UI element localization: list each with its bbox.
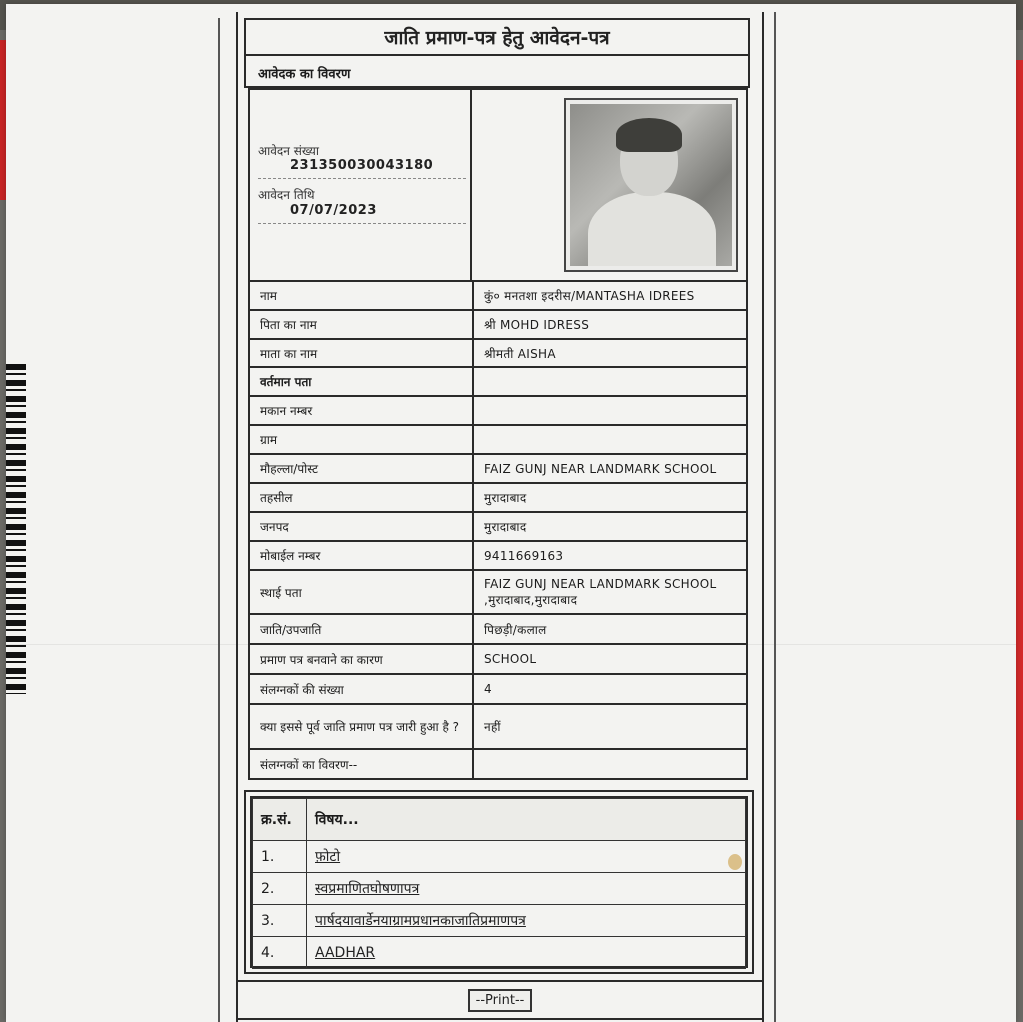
detail-label: मोबाईल नम्बर: [250, 542, 474, 569]
detail-label: प्रमाण पत्र बनवाने का कारण: [250, 645, 474, 673]
attachments-header-row: [253, 799, 746, 841]
detail-value: मुरादाबाद: [484, 520, 527, 534]
detail-value: पिछड़ी/कलाल: [484, 622, 547, 637]
detail-value: [474, 426, 746, 453]
detail-row: [248, 571, 748, 615]
detail-value: 9411669163: [484, 548, 564, 563]
attachment-serial: 2.: [253, 873, 307, 905]
applicant-photo: [564, 98, 738, 272]
attachment-row: [253, 937, 746, 969]
detail-label: संलग्नकों का विवरण--: [250, 750, 474, 778]
application-number-label: आवेदन संख्या: [258, 144, 319, 158]
detail-value: FAIZ GUNJ NEAR LANDMARK SCHOOL ,मुरादाबाद,मुरादाबाद: [484, 576, 717, 607]
attachment-serial: 4.: [253, 937, 307, 969]
detail-row: [248, 455, 748, 484]
application-date-label: आवेदन तिथि: [258, 188, 315, 202]
divider: [258, 178, 466, 179]
detail-label: क्या इससे पूर्व जाति प्रमाण पत्र जारी हुआ है ?: [250, 705, 474, 748]
header-serial: क्र.सं.: [253, 799, 307, 841]
detail-label: स्थाई पता: [250, 571, 474, 613]
attachment-link[interactable]: पार्षदयावार्डेनयाग्रामप्रधानकाजातिप्रमाणपत्र: [315, 913, 526, 929]
paper-stain: [728, 854, 742, 870]
detail-row: [248, 397, 748, 426]
detail-row: [248, 675, 748, 705]
application-number-value: 231350030043180: [290, 158, 434, 173]
attachment-link[interactable]: AADHAR: [315, 944, 376, 961]
detail-label: पिता का नाम: [250, 311, 474, 338]
photo-hair-shape: [616, 118, 682, 152]
print-button[interactable]: --Print--: [468, 989, 533, 1012]
outer-border-left: [218, 18, 220, 1022]
detail-row: [248, 615, 748, 645]
attachment-serial: 1.: [253, 841, 307, 873]
detail-label: मौहल्ला/पोस्ट: [250, 455, 474, 482]
detail-row: [248, 513, 748, 542]
detail-value: [474, 750, 746, 778]
detail-value: श्री MOHD IDRESS: [484, 318, 590, 332]
attachment-row: [253, 873, 746, 905]
attachments-box: [244, 790, 754, 974]
detail-row: [248, 311, 748, 340]
detail-label: नाम: [250, 282, 474, 309]
detail-value: कुं० मनतशा इदरीस/MANTASHA IDREES: [484, 289, 695, 303]
detail-row: [248, 750, 748, 780]
detail-row: [248, 426, 748, 455]
detail-value: 4: [484, 682, 492, 696]
detail-label: तहसील: [250, 484, 474, 511]
attachments-inner-box: [250, 796, 748, 968]
detail-row: [248, 645, 748, 675]
detail-label: जनपद: [250, 513, 474, 540]
photo-image: [570, 104, 732, 266]
section-heading: आवेदक का विवरण: [244, 56, 750, 88]
attachment-serial: 3.: [253, 905, 307, 937]
attachment-row: [253, 841, 746, 873]
photo-body-shape: [588, 192, 716, 266]
detail-row: [248, 484, 748, 513]
detail-value: [474, 368, 746, 395]
detail-value: मुरादाबाद: [484, 491, 527, 505]
attachment-link[interactable]: फ़ोटो: [315, 849, 341, 865]
attachment-link[interactable]: स्वप्रमाणितघोषणापत्र: [315, 881, 420, 897]
detail-value: SCHOOL: [484, 652, 537, 666]
detail-row: [248, 542, 748, 571]
detail-label: संलग्नकों की संख्या: [250, 675, 474, 703]
detail-label: ग्राम: [250, 426, 474, 453]
detail-row: [248, 368, 748, 397]
detail-row: [248, 282, 748, 311]
detail-value: नहीं: [484, 720, 501, 734]
photo-cell: [472, 88, 748, 282]
application-info-box: [248, 88, 472, 282]
detail-label: मकान नम्बर: [250, 397, 474, 424]
application-date-value: 07/07/2023: [290, 203, 377, 218]
detail-value: श्रीमती AISHA: [484, 346, 556, 361]
print-row: [236, 980, 764, 1020]
detail-label: वर्तमान पता: [250, 368, 474, 395]
detail-value: [474, 397, 746, 424]
attachment-row: [253, 905, 746, 937]
outer-border-right: [774, 12, 776, 1022]
detail-value: FAIZ GUNJ NEAR LANDMARK SCHOOL: [484, 461, 717, 476]
attachments-table: [252, 798, 746, 969]
detail-row: [248, 705, 748, 750]
form-title: जाति प्रमाण-पत्र हेतु आवेदन-पत्र: [244, 18, 750, 56]
detail-label: जाति/उपजाति: [250, 615, 474, 643]
divider: [258, 223, 466, 224]
details-table: [248, 282, 748, 780]
paper-sheet: [6, 4, 1016, 1022]
header-subject: विषय...: [307, 799, 746, 841]
detail-row: [248, 340, 748, 368]
detail-label: माता का नाम: [250, 340, 474, 366]
